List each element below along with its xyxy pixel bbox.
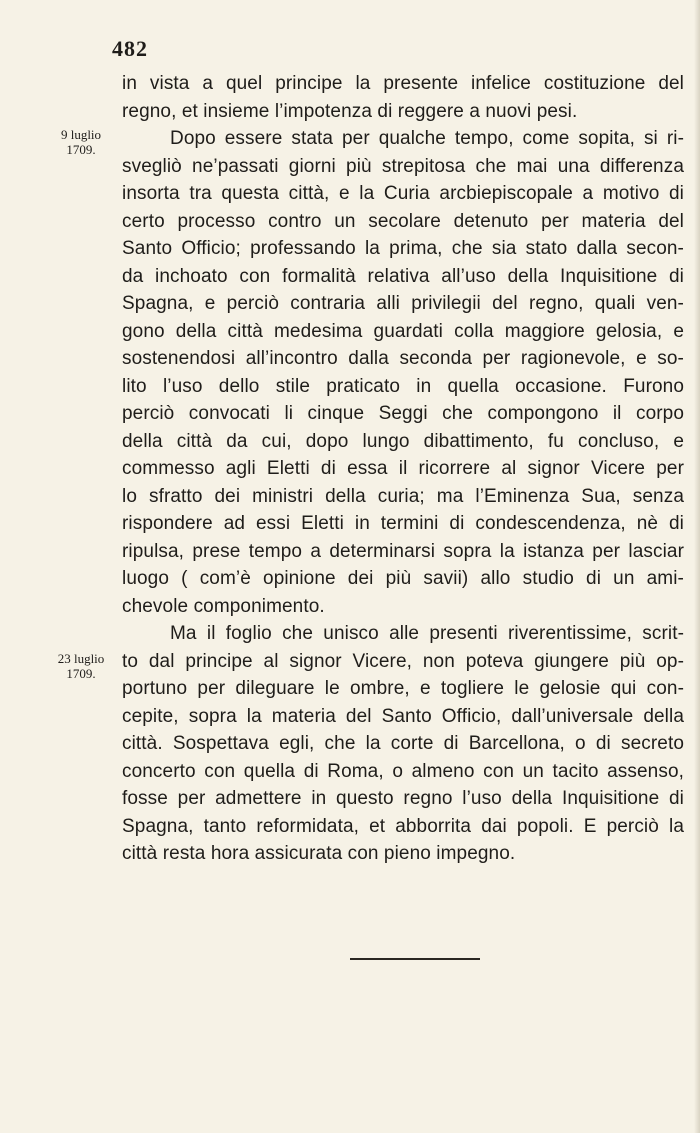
text-line: insorta tra questa città, e la Curia arcbiepiscopale a motivo di	[122, 183, 684, 204]
margin-note-year: 1709.	[66, 142, 96, 157]
text-line: sostenendosi all’incontro dalla seconda per ragionevole, e so-	[122, 348, 684, 369]
margin-note-day: 9 luglio	[60, 127, 102, 142]
text-line: Spagna, tanto reformidata, et abborrita dai popoli. E perciò la	[122, 815, 684, 837]
text-line: lo sfratto dei ministri della curia; ma l’Eminenza Sua, senza	[122, 485, 684, 507]
text-line: città. Sospettava egli, che la corte di Barcellona, o di secreto	[122, 733, 684, 754]
text-line: lito l’uso dello stile praticato in quella occasione. Furono	[122, 375, 684, 397]
text-line: Dopo essere stata per qualche tempo, come sopita, si ri-	[170, 128, 684, 149]
text-line: to dal principe al signor Vicere, non poteva giungere più op-	[122, 650, 684, 672]
text-line: ripulsa, prese tempo a determinarsi sopra la istanza per lasciar	[122, 540, 684, 562]
page-number: 482	[112, 36, 148, 61]
text-line: in vista a quel principe la presente infelice costituzione del	[122, 73, 684, 94]
text-line: fosse per admettere in questo regno l’uso della Inquisitione di	[122, 788, 684, 809]
text-line: Ma il foglio che unisco alle presenti riverentissime, scrit-	[170, 623, 684, 644]
text-line: Spagna, e perciò contraria alli privilegii del regno, quali ven-	[122, 293, 684, 314]
text-line: cepite, sopra la materia del Santo Officio, dall’universale della	[122, 705, 684, 727]
text-line: gono della città medesima guardati colla maggiore gelosia, e	[122, 320, 684, 342]
end-rule	[350, 958, 480, 960]
page-edge	[694, 0, 700, 1133]
margin-note-date	[48, 127, 114, 157]
text-line: città resta hora assicurata con pieno impegno.	[122, 843, 516, 864]
text-line: rispondere ad essi Eletti in termini di condescendenza, nè di	[122, 513, 684, 534]
margin-note-date	[48, 651, 114, 681]
text-line: commesso agli Eletti di essa il ricorrere al signor Vicere per	[122, 458, 684, 479]
text-line: certo processo contro un secolare detenuto per materia del	[122, 210, 684, 232]
margin-note-day: 23 luglio	[57, 651, 105, 666]
text-line: da inchoato con formalità relativa all’uso della Inquisitione di	[122, 265, 684, 287]
text-line: regno, et insieme l’impotenza di reggere a nuovi pesi.	[122, 100, 578, 122]
margin-note-year: 1709.	[66, 666, 96, 681]
text-line: portuno per dileguare le ombre, e togliere le gelosie qui con-	[122, 678, 684, 699]
text-line: chevole componimento.	[122, 595, 325, 617]
text-line: concerto con quella di Roma, o almeno con un tacito assenso,	[122, 760, 684, 782]
text-line: luogo ( com’è opinione dei più savii) allo studio di un ami-	[122, 568, 684, 589]
body-text	[122, 70, 684, 868]
text-line: svegliò ne’passati giorni più strepitosa che mai una differenza	[122, 155, 684, 177]
text-line: Santo Officio; professando la prima, che sia stato dalla secon-	[122, 238, 684, 259]
text-line: della città da cui, dopo lungo dibattimento, fu concluso, e	[122, 430, 684, 452]
text-line: perciò convocati li cinque Seggi che compongono il corpo	[122, 403, 684, 424]
